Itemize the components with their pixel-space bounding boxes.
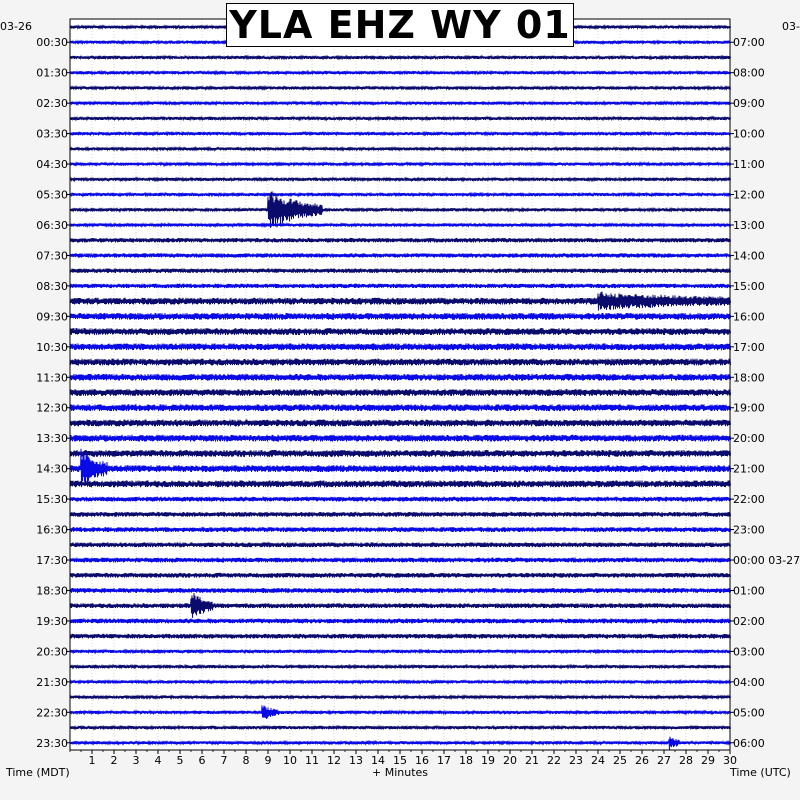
right-time-label: 03:00 bbox=[733, 645, 765, 659]
x-tick-label: 4 bbox=[154, 754, 162, 767]
x-tick-label: 30 bbox=[723, 754, 737, 767]
left-time-label: 22:30 bbox=[36, 706, 68, 720]
x-tick-label: 19 bbox=[481, 754, 495, 767]
x-tick-label: 12 bbox=[327, 754, 341, 767]
x-tick-label: 14 bbox=[371, 754, 385, 767]
right-time-label: 22:00 bbox=[733, 493, 765, 507]
left-time-label: 15:30 bbox=[36, 493, 68, 507]
left-time-label: 05:30 bbox=[36, 188, 68, 202]
seismic-trace-43 bbox=[70, 665, 731, 668]
left-time-label: 08:30 bbox=[36, 279, 68, 293]
x-tick-label: 9 bbox=[264, 754, 272, 767]
x-tick-label: 26 bbox=[635, 754, 649, 767]
x-tick-label: 29 bbox=[701, 754, 715, 767]
x-tick-label: 10 bbox=[283, 754, 297, 767]
right-time-label: 23:00 bbox=[733, 523, 765, 537]
right-time-label: 13:00 bbox=[733, 218, 765, 232]
x-tick-label: 11 bbox=[305, 754, 319, 767]
right-time-label: 09:00 bbox=[733, 97, 765, 111]
left-time-label: 13:30 bbox=[36, 432, 68, 446]
left-time-label: 19:30 bbox=[36, 614, 68, 628]
right-time-label: 14:00 bbox=[733, 249, 765, 263]
x-tick-label: 16 bbox=[415, 754, 429, 767]
left-time-label: 00:30 bbox=[36, 36, 68, 50]
left-time-label: 10:30 bbox=[36, 340, 68, 354]
left-time-label: 21:30 bbox=[36, 675, 68, 689]
x-tick-label: 17 bbox=[437, 754, 451, 767]
left-axis-label: Time (MDT) bbox=[6, 766, 70, 779]
x-tick-label: 20 bbox=[503, 754, 517, 767]
x-tick-label: 1 bbox=[88, 754, 96, 767]
chart-title-box bbox=[226, 3, 574, 47]
left-time-label: 09:30 bbox=[36, 310, 68, 324]
right-time-label: 06:00 bbox=[733, 736, 765, 750]
right-time-label: 12:00 bbox=[733, 188, 765, 202]
right-time-label: 16:00 bbox=[733, 310, 765, 324]
left-time-label: 03:30 bbox=[36, 127, 68, 141]
left-time-label: 23:30 bbox=[36, 736, 68, 750]
x-tick-label: 22 bbox=[547, 754, 561, 767]
x-tick-label: 21 bbox=[525, 754, 539, 767]
right-time-label: 18:00 bbox=[733, 371, 765, 385]
x-tick-label: 13 bbox=[349, 754, 363, 767]
x-tick-label: 2 bbox=[110, 754, 118, 767]
x-tick-label: 28 bbox=[679, 754, 693, 767]
x-tick-label: 18 bbox=[459, 754, 473, 767]
left-time-label: 02:30 bbox=[36, 97, 68, 111]
left-time-label: 18:30 bbox=[36, 584, 68, 598]
x-tick-label: 27 bbox=[657, 754, 671, 767]
x-axis-label: + Minutes bbox=[372, 766, 429, 779]
left-time-label: 06:30 bbox=[36, 218, 68, 232]
x-tick-label: 24 bbox=[591, 754, 605, 767]
right-time-label: 11:00 bbox=[733, 158, 765, 172]
right-time-label: 08:00 bbox=[733, 66, 765, 80]
x-tick-label: 3 bbox=[132, 754, 140, 767]
seismic-trace-6 bbox=[70, 102, 731, 105]
left-time-label: 12:30 bbox=[36, 401, 68, 415]
left-time-label: 11:30 bbox=[36, 371, 68, 385]
x-tick-label: 25 bbox=[613, 754, 627, 767]
chart-title: YLA EHZ WY 01 bbox=[229, 3, 571, 47]
right-time-label: 17:00 bbox=[733, 340, 765, 354]
left-time-label: 16:30 bbox=[36, 523, 68, 537]
right-time-label: 21:00 bbox=[733, 462, 765, 476]
right-time-label: 15:00 bbox=[733, 279, 765, 293]
left-time-label: 20:30 bbox=[36, 645, 68, 659]
right-time-label: 02:00 bbox=[733, 614, 765, 628]
right-axis-label: Time (UTC) bbox=[730, 766, 791, 779]
right-time-label: 04:00 bbox=[733, 675, 765, 689]
right-time-label: 00:00 03-27 bbox=[733, 554, 800, 568]
right-time-label: 20:00 bbox=[733, 432, 765, 446]
right-time-label: 10:00 bbox=[733, 127, 765, 141]
right-time-label: 05:00 bbox=[733, 706, 765, 720]
right-time-label: 07:00 bbox=[733, 36, 765, 50]
x-tick-label: 23 bbox=[569, 754, 583, 767]
right-date-label: 03- bbox=[782, 20, 800, 33]
left-time-label: 01:30 bbox=[36, 66, 68, 80]
left-time-label: 17:30 bbox=[36, 554, 68, 568]
x-tick-label: 8 bbox=[242, 754, 250, 767]
right-time-label: 19:00 bbox=[733, 401, 765, 415]
left-time-label: 07:30 bbox=[36, 249, 68, 263]
right-time-label: 01:00 bbox=[733, 584, 765, 598]
seismic-trace-21 bbox=[70, 328, 731, 335]
left-time-label: 04:30 bbox=[36, 158, 68, 172]
seismic-trace-4 bbox=[70, 71, 731, 74]
left-date-label: 03-26 bbox=[0, 20, 32, 33]
x-tick-label: 6 bbox=[198, 754, 206, 767]
x-tick-label: 7 bbox=[220, 754, 228, 767]
left-time-label: 14:30 bbox=[36, 462, 68, 476]
x-tick-label: 5 bbox=[176, 754, 184, 767]
x-tick-label: 15 bbox=[393, 754, 407, 767]
